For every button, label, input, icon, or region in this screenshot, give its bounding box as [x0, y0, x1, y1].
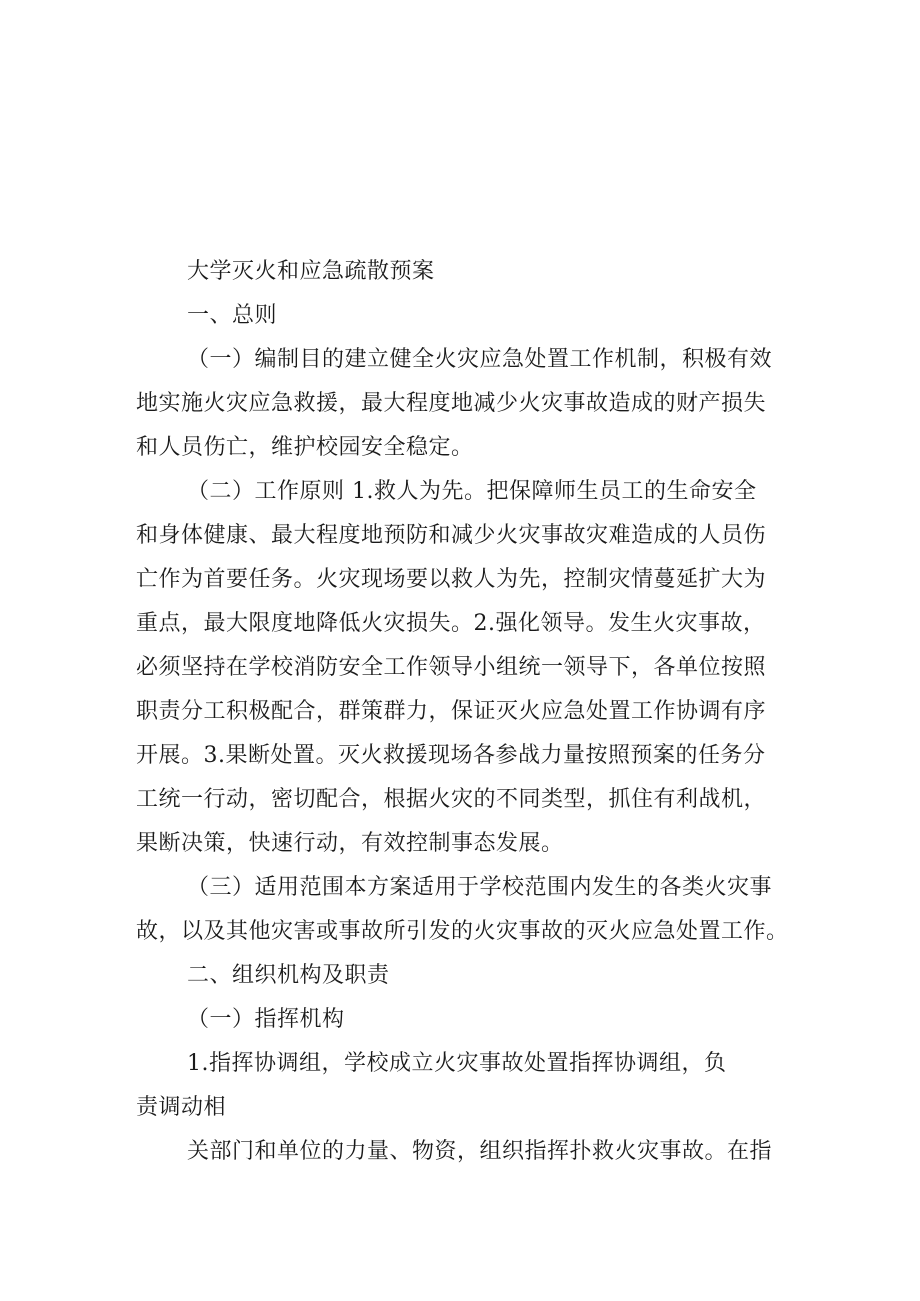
section-heading-organization: 二、组织机构及职责 [187, 963, 390, 988]
paragraph-line: 责调动相 [136, 1095, 227, 1120]
paragraph-line: 重点，最大限度地降低火灾损失。2.强化领导。发生火灾事故， [136, 611, 766, 636]
document-title: 大学灭火和应急疏散预案 [187, 259, 435, 284]
paragraph-line: 地实施火灾应急救援，最大程度地减少火灾事故造成的财产损失 [136, 391, 767, 416]
section-heading-general: 一、总则 [187, 303, 278, 328]
paragraph-line: 关部门和单位的力量、物资，组织指挥扑救火灾事故。在指 [187, 1139, 773, 1164]
subsection-heading: （一）指挥机构 [187, 1007, 345, 1032]
paragraph-line: 1.指挥协调组，学校成立火灾事故处置指挥协调组，负 [187, 1051, 727, 1076]
paragraph-line: （一）编制目的建立健全火灾应急处置工作机制，积极有效 [187, 347, 773, 372]
paragraph-line: 故，以及其他灾害或事故所引发的火灾事故的灭火应急处置工作。 [136, 919, 789, 944]
paragraph-line: 职责分工积极配合，群策群力，保证灭火应急处置工作协调有序 [136, 699, 767, 724]
paragraph-line: （二）工作原则 1.救人为先。把保障师生员工的生命安全 [187, 479, 757, 504]
paragraph-line: 必须坚持在学校消防安全工作领导小组统一领导下，各单位按照 [136, 655, 767, 680]
paragraph-line: 和身体健康、最大程度地预防和减少火灾事故灾难造成的人员伤 [136, 523, 767, 548]
paragraph-line: 工统一行动，密切配合，根据火灾的不同类型，抓住有利战机， [136, 787, 767, 812]
paragraph-line: 和人员伤亡，维护校园安全稳定。 [136, 435, 474, 460]
paragraph-line: 亡作为首要任务。火灾现场要以救人为先，控制灾情蔓延扩大为 [136, 567, 767, 592]
paragraph-line: 果断决策，快速行动，有效控制事态发展。 [136, 831, 564, 856]
paragraph-line: （三）适用范围本方案适用于学校范围内发生的各类火灾事 [187, 875, 773, 900]
paragraph-line: 开展。3.果断处置。灭火救援现场各参战力量按照预案的任务分 [136, 743, 766, 768]
